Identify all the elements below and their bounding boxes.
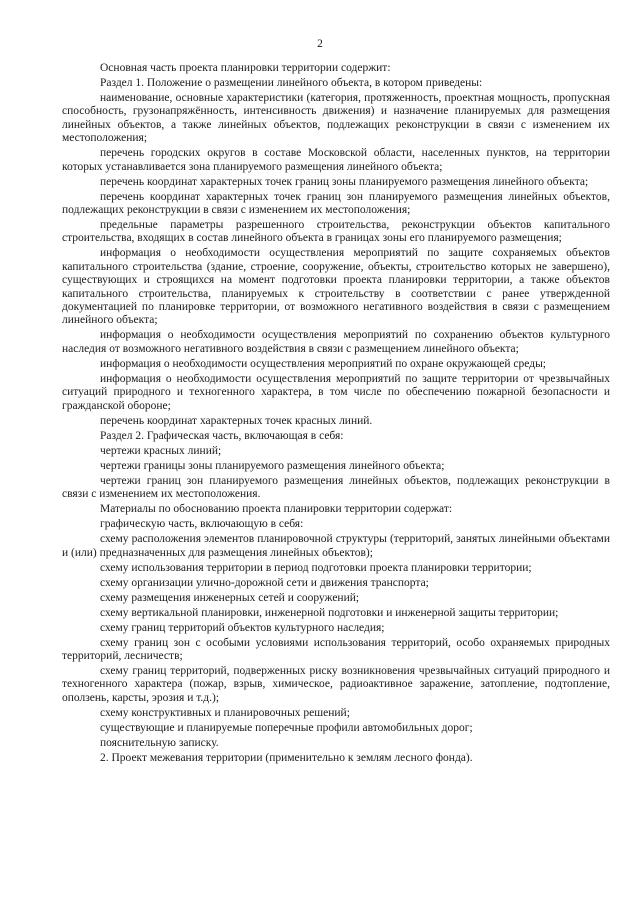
document-body <box>62 62 610 767</box>
page-number: 2 <box>317 38 323 50</box>
paragraph: Раздел 1. Положение о размещении линейного объекта, в котором приведены: <box>100 77 483 89</box>
paragraph: схему размещения инженерных сетей и сооружений; <box>100 591 360 604</box>
paragraph: Материалы по обоснованию проекта планировки территории содержат: <box>100 503 453 516</box>
paragraph: наименование, основные характеристики (категория, протяженность, проектная мощность, пропускная способность, грузонапряжённость, интенсивность движения) и назначение планируемых для размещения линейных объектов, а также линейных объектов, подлежащих реконструкции в связи с изменением их местоположения; <box>62 92 610 145</box>
paragraph: схему границ территорий, подверженных риску возникновения чрезвычайных ситуаций природного и техногенного характера (пожар, взрыв, химическое, радиоактивное заражение, затопление, подтопление, оползень, карсты, эрозия и т.д.); <box>62 664 610 704</box>
paragraph: Раздел 2. Графическая часть, включающая в себя: <box>100 429 344 442</box>
paragraph: схему вертикальной планировки, инженерной подготовки и инженерной защиты территории; <box>100 606 559 619</box>
paragraph: существующие и планируемые поперечные профили автомобильных дорог; <box>100 721 473 734</box>
paragraph: графическую часть, включающую в себя: <box>100 518 304 531</box>
paragraph: 2. Проект межевания территории (применительно к землям лесного фонда). <box>100 751 473 764</box>
paragraph: информация о необходимости осуществления мероприятий по охране окружающей среды; <box>100 357 546 370</box>
paragraph: предельные параметры разрешенного строительства, реконструкции объектов капитального строительства, входящих в состав линейного объекта в границах зоны его планируемого размещения; <box>62 219 610 245</box>
paragraph: информация о необходимости осуществления мероприятий по защите территории от чрезвычайных ситуаций природного и техногенного характера, в том числе по обеспечению пожарной безопасности и гражданской обороне; <box>62 372 610 412</box>
paragraph: схему расположения элементов планировочной структуры (территорий, занятых линейными объектами и (или) предназначенных для размещения линейных объектов); <box>62 533 610 559</box>
paragraph: перечень городских округов в составе Московской области, населенных пунктов, на территории которых устанавливается зона планируемого размещения линейного объекта; <box>62 147 610 173</box>
paragraph: чертежи красных линий; <box>100 444 222 457</box>
paragraph: схему границ территорий объектов культурного наследия; <box>100 621 385 634</box>
paragraph: схему использования территории в период подготовки проекта планировки территории; <box>100 561 532 574</box>
paragraph: информация о необходимости осуществления мероприятий по сохранению объектов культурного наследия от возможного негативного воздействия в связи с размещением линейного объекта; <box>62 329 610 355</box>
paragraph: перечень координат характерных точек красных линий. <box>100 414 373 427</box>
paragraph: чертежи границ зон планируемого размещения линейных объектов, подлежащих реконструкции в связи с изменением их местоположения. <box>62 474 610 501</box>
paragraph: Основная часть проекта планировки территории содержит: <box>100 62 391 74</box>
paragraph: чертежи границы зоны планируемого размещения линейного объекта; <box>100 459 445 472</box>
paragraph: перечень координат характерных точек границ зоны планируемого размещения линейного объекта; <box>100 175 589 188</box>
paragraph: схему организации улично-дорожной сети и движения транспорта; <box>100 576 429 589</box>
paragraph: пояснительную записку. <box>100 736 219 749</box>
paragraph: схему границ зон с особыми условиями использования территорий, особо охраняемых природных территорий, лесничеств; <box>62 636 610 662</box>
paragraph: информация о необходимости осуществления мероприятий по защите сохраняемых объектов капитального строительства (здание, строение, сооружение, объекты, строительство которых не завершено), существующих и строящихся на момент подготовки проекта планировки территории, а также объектов капитального строительства, планируемых к строительству в соответствии с ранее утвержденной документацией по планировке территории, от возможного негативного воздействия в связи с размещением линейного объекта; <box>62 247 610 327</box>
paragraph: перечень координат характерных точек границ зон планируемого размещения линейных объектов, подлежащих реконструкции в связи с изменением их местоположения; <box>62 190 610 217</box>
paragraph: схему конструктивных и планировочных решений; <box>100 706 350 719</box>
